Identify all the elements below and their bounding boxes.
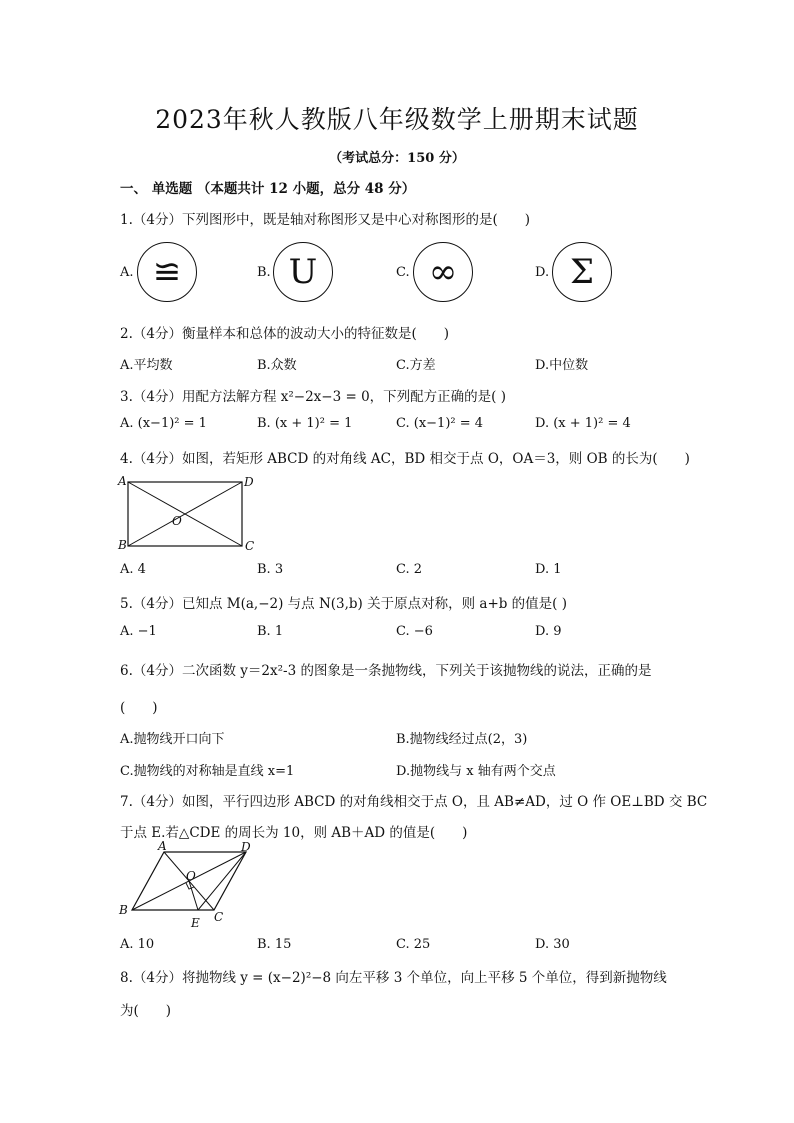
q7-option-c: C. 25 [396,937,431,952]
q2-option-c: C.方差 [396,358,436,373]
page-title: 2023年秋人教版八年级数学上册期末试题 [155,105,639,134]
question-7-stem-cont: 于点 E.若△CDE 的周长为 10，则 AB＋AD 的值是( ) [120,825,468,841]
q7-option-d: D. 30 [535,937,570,952]
q6-option-a: A.抛物线开口向下 [120,732,225,747]
label-c: C [245,539,255,553]
q1-option-c-symbol: ∞ [413,242,473,302]
label-b: B [119,903,128,917]
label-b: B [118,538,127,552]
question-2-stem: 2.（4分）衡量样本和总体的波动大小的特征数是( ) [120,326,450,342]
question-6-stem: 6.（4分）二次函数 y＝2x²-3 的图象是一条抛物线，下列关于该抛物线的说法，正确的是 [120,663,652,679]
q6-option-b: B.抛物线经过点(2，3) [396,732,528,747]
q3-option-b: B. (x + 1)² = 1 [257,416,353,431]
segment-oe [189,881,198,910]
label-d: D [241,840,251,854]
question-5-stem: 5.（4分）已知点 M(a,−2) 与点 N(3,b) 关于原点对称，则 a+b 的值是( ) [120,596,568,612]
total-score: （考试总分：150 分） [329,151,465,166]
q7-option-a: A. 10 [120,937,155,952]
q4-option-a: A. 4 [120,562,146,577]
q5-option-b: B. 1 [257,624,284,639]
q3-option-a: A. (x−1)² = 1 [120,416,207,431]
question-4-stem: 4.（4分）如图，若矩形 ABCD 的对角线 AC，BD 相交于点 O，OA＝3，则 OB 的长为( ) [120,451,690,467]
q3-option-c: C. (x−1)² = 4 [396,416,484,431]
q1-option-d-label: D. [535,265,550,280]
label-a: A [158,839,167,853]
q5-option-c: C. −6 [396,624,433,639]
question-7-stem: 7.（4分）如图，平行四边形 ABCD 的对角线相交于点 O，且 AB≠AD，过 O 作 OE⊥BD 交 BC [120,794,708,810]
q4-option-b: B. 3 [257,562,284,577]
question-8-stem-cont: 为( ) [120,1003,172,1019]
rectangle-figure [114,472,255,556]
question-1-stem: 1.（4分）下列图形中，既是轴对称图形又是中心对称图形的是( ) [120,212,531,228]
label-d: D [244,475,254,489]
q1-option-a-symbol: ≌ [137,242,197,302]
q6-option-d: D.抛物线与 x 轴有两个交点 [396,764,556,779]
q3-option-d: D. (x + 1)² = 4 [535,416,631,431]
q1-option-a-label: A. [120,265,134,280]
question-6-stem-cont: ( ) [120,700,158,716]
label-e: E [191,916,200,930]
q7-option-b: B. 15 [257,937,292,952]
q5-option-a: A. −1 [120,624,157,639]
label-a: A [118,474,127,488]
q2-option-a: A.平均数 [120,358,173,373]
q4-option-d: D. 1 [535,562,562,577]
parallelogram-figure [114,839,264,934]
label-o: O [172,514,182,528]
section-heading: 一、 单选题 （本题共计 12 小题，总分 48 分） [120,181,416,197]
segment-de [198,852,246,910]
q1-option-b-symbol: U [273,242,333,302]
label-o: O [186,869,196,883]
q1-option-c-label: C. [396,265,410,280]
question-8-stem: 8.（4分）将抛物线 y = (x−2)²−8 向左平移 3 个单位，向上平移 5 个单位，得到新抛物线 [120,970,667,986]
q1-option-b-label: B. [257,265,271,280]
question-3-stem: 3.（4分）用配方法解方程 x²−2x−3 = 0，下列配方正确的是( ) [120,389,507,405]
q6-option-c: C.抛物线的对称轴是直线 x=1 [120,764,295,779]
q2-option-d: D.中位数 [535,358,589,373]
q2-option-b: B.众数 [257,358,297,373]
label-c: C [214,910,224,924]
q4-option-c: C. 2 [396,562,423,577]
q1-option-d-symbol: Σ [552,242,612,302]
q5-option-d: D. 9 [535,624,562,639]
